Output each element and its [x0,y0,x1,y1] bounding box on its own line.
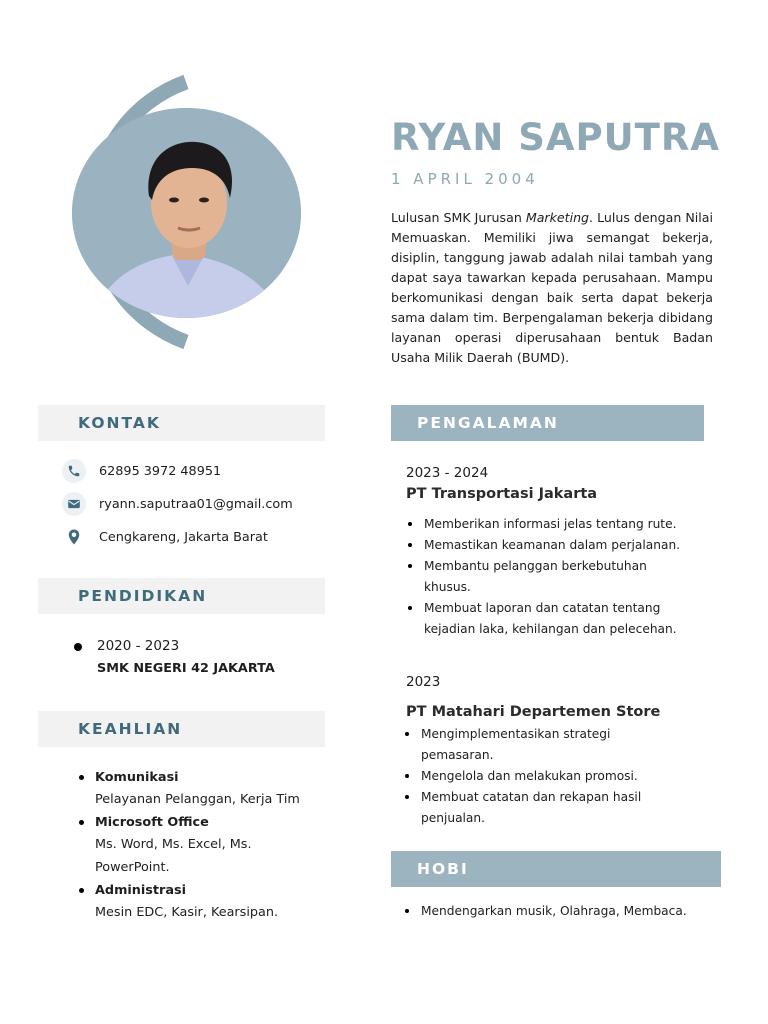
hobbies-heading: HOBI [417,860,469,878]
job-company: PT Transportasi Jakarta [406,486,598,502]
profile-photo [72,108,301,318]
skills-section-header [38,711,325,747]
skill-desc: Ms. Word, Ms. Excel, Ms. PowerPoint. [95,837,252,875]
job-years: 2023 - 2024 [406,465,489,481]
skills-list [78,768,338,926]
job-company: PT Matahari Departemen Store [406,704,661,720]
job-duties-list [403,724,673,829]
person-name: RYAN SAPUTRA [391,116,721,159]
job-years: 2023 [406,674,441,690]
skill-item [78,813,338,879]
job-duty: Mengelola dan melakukan promosi. [403,766,673,787]
skill-item [78,881,338,924]
phone-text: 62895 3972 48951 [99,463,222,479]
skill-desc: Pelayanan Pelanggan, Kerja Tim [95,792,300,807]
education-bullet [74,643,82,651]
job-duty: Memastikan keamanan dalam perjalanan. [406,535,706,556]
education-school: SMK NEGERI 42 JAKARTA [97,661,275,676]
job-duties-list [406,514,706,640]
phone-icon [62,459,86,483]
skill-desc: Mesin EDC, Kasir, Kearsipan. [95,905,279,920]
experience-section-header [391,405,704,441]
email-icon [62,492,86,516]
experience-heading: PENGALAMAN [417,414,559,432]
contact-heading: KONTAK [78,414,161,432]
skill-item [78,768,338,811]
job-duty: Membuat laporan dan catatan tentang kejadian laka, kehilangan dan pelecehan. [406,598,706,640]
skill-title: Administrasi [95,883,186,898]
hobbies-list [403,901,743,922]
email-text: ryann.saputraa01@gmail.com [99,496,293,512]
contact-phone [62,459,221,483]
birth-date: 1 APRIL 2004 [391,170,539,188]
skill-title: Komunikasi [95,770,179,785]
education-heading: PENDIDIKAN [78,587,208,605]
education-years: 2020 - 2023 [97,638,180,654]
contact-email [62,492,293,516]
profile-photo-area [30,66,320,361]
contact-section-header [38,405,325,441]
location-text: Cengkareng, Jakarta Barat [99,529,268,545]
skills-heading: KEAHLIAN [78,720,183,738]
contact-location [62,525,268,549]
skill-title: Microsoft Office [95,815,209,830]
hobbies-section-header [391,851,721,887]
hobby-item: Mendengarkan musik, Olahraga, Membaca. [403,901,743,922]
job-duty: Mengimplementasikan strategi pemasaran. [403,724,673,766]
job-duty: Membantu pelanggan berkebutuhan khusus. [406,556,696,598]
education-section-header [38,578,325,614]
profile-summary: Lulusan SMK Jurusan Marketing. Lulus dengan Nilai Memuaskan. Memiliki jiwa semangat bekerja, disiplin, tanggung jawab adalah nilai tambah yang dapat saya tawarkan kepada perusahaan. Mampu berkomunikasi dengan baik serta dapat bekerja sama dalam tim. Berpengalaman bekerja dibidang layanan operasi diperusahaan bentuk Badan Usaha Milik Daerah (BUMD). [391,210,713,365]
location-pin-icon [62,525,86,549]
job-duty: Memberikan informasi jelas tentang rute. [406,514,706,535]
job-duty: Membuat catatan dan rekapan hasil penjualan. [403,787,673,829]
